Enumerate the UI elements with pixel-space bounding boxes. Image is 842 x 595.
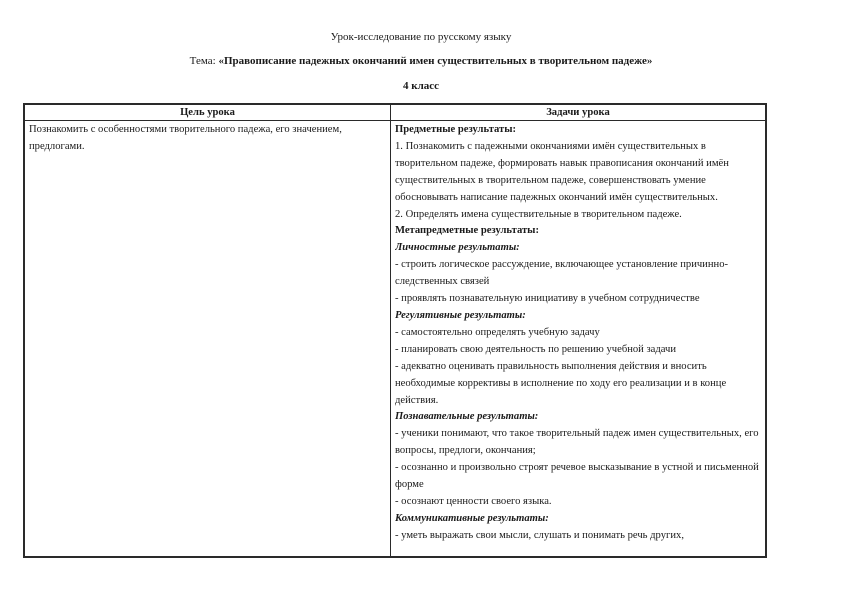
task-item: - уметь выражать свои мысли, слушать и понимать речь других,	[395, 529, 684, 541]
table-header-row	[24, 104, 766, 121]
document-title: Урок-исследование по русскому языку	[330, 31, 512, 43]
goal-cell	[24, 121, 391, 558]
task-item: - адекватно оценивать правильность выполнения действия и вносить необходимые коррективы в исполнение по ходу его реализации и в конце действия.	[395, 360, 727, 406]
tasks-cell	[391, 121, 767, 558]
task-item: - самостоятельно определять учебную задачу	[395, 326, 600, 338]
lesson-topic	[0, 55, 842, 68]
table-row	[24, 121, 766, 558]
grade-label: 4 класс	[402, 80, 440, 92]
topic-label: Тема:	[189, 55, 219, 67]
task-item: - осознанно и произвольно строят речевое высказывание в устной и письменной форме	[395, 462, 759, 491]
task-item: 2. Определять имена существительные в творительном падеже.	[395, 208, 682, 220]
task-item: - ученики понимают, что такое творительный падеж имен существительных, его вопросы, предлоги, окончания;	[395, 428, 759, 457]
task-item: - осознают ценности своего языка.	[395, 495, 552, 507]
task-item: - планировать свою деятельность по решению учебной задачи	[395, 343, 677, 355]
task-heading: Метапредметные результаты:	[395, 225, 539, 237]
task-subheading: Личностные результаты:	[395, 242, 520, 254]
task-item: - проявлять познавательную инициативу в учебном сотрудничестве	[395, 293, 700, 305]
goal-text: Познакомить с особенностями творительного падежа, его значением, предлогами.	[29, 124, 342, 152]
task-subheading: Регулятивные результаты:	[395, 309, 526, 321]
lesson-table	[23, 103, 767, 558]
task-heading: Предметные результаты:	[395, 124, 517, 135]
column-header-goal: Цель урока	[24, 104, 391, 121]
task-subheading: Коммуникативные результаты:	[395, 512, 549, 524]
task-item: - строить логическое рассуждение, включающее установление причинно-следственных связей	[395, 259, 729, 288]
topic-value: «Правописание падежных окончаний имен существительных в творительном падеже»	[218, 55, 653, 67]
tasks-list	[395, 121, 761, 556]
task-subheading: Познавательные результаты:	[395, 411, 539, 423]
task-item: 1. Познакомить с падежными окончаниями имён существительных в творительном падеже, формировать навык правописания окончаний имён существительных в творительном падеже, совершенствовать умение обосновывать написание падежных окончаний имён существительных.	[395, 140, 729, 203]
column-header-tasks: Задачи урока	[391, 104, 767, 121]
